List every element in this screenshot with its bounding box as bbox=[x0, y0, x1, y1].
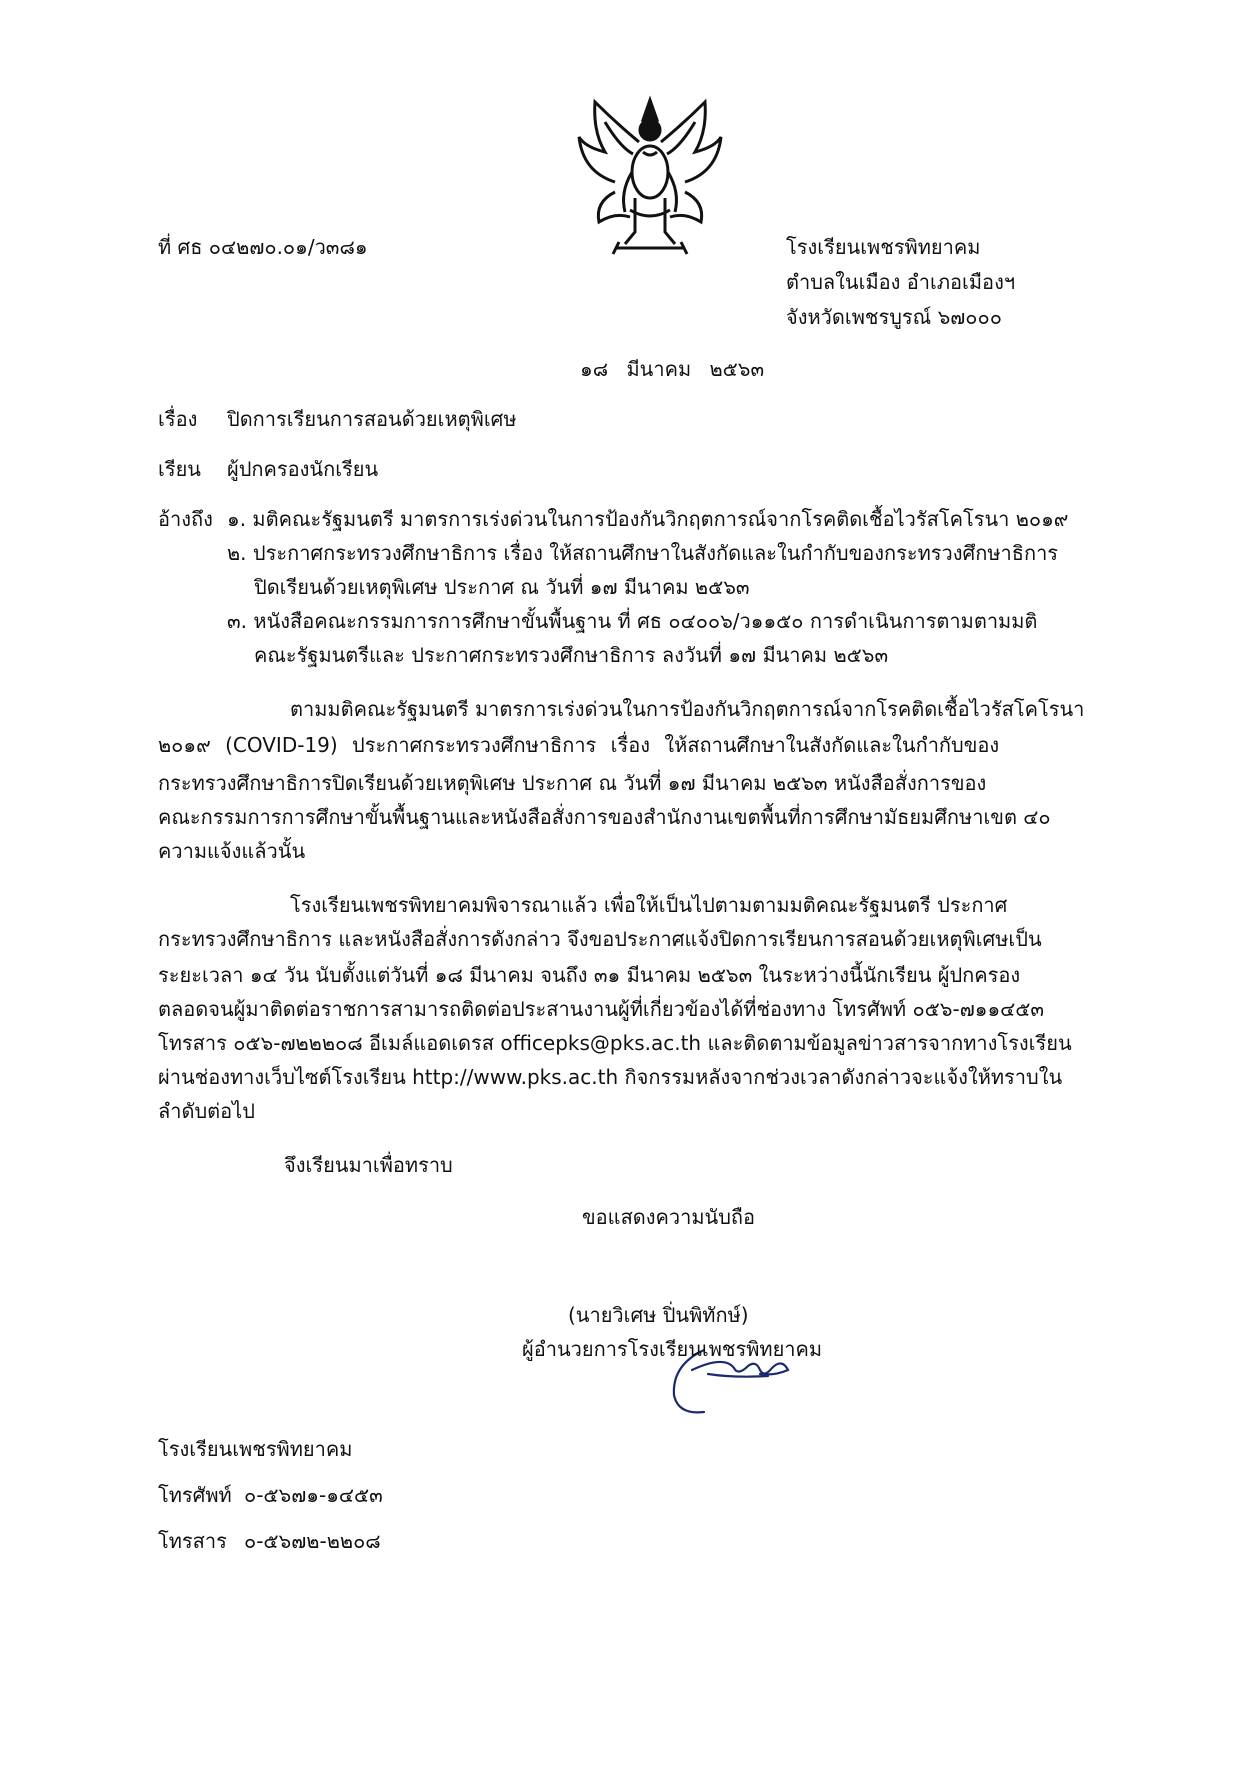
footer-fax-label: โทรสาร bbox=[158, 1529, 227, 1553]
para2-line-3: ระยะเวลา ๑๔ วัน นับตั้งแต่วันที่ ๑๘ มีนาคม จนถึง ๓๑ มีนาคม ๒๕๖๓ ในระหว่างนี้นักเรียน ผู้ปกครอง bbox=[158, 963, 1021, 987]
para2-line-5: โทรสาร ๐๕๖-๗๒๒๒๐๘ อีเมล์แอดเดรส officepks@pks.ac.th และติดตามข้อมูลข่าวสารจากทางโรงเรียน bbox=[158, 1031, 1072, 1055]
signer-name: (นายวิเศษ ปิ่นพิทักษ์) bbox=[568, 1303, 749, 1327]
para1-line-1: ตามมติคณะรัฐมนตรี มาตรการเร่งด่วนในการป้องกันวิกฤตการณ์จากโรคติดเชื้อไวรัสโคโรนา bbox=[290, 697, 1085, 721]
reference-item-1: ๑. มติคณะรัฐมนตรี มาตรการเร่งด่วนในการป้องกันวิกฤตการณ์จากโรคติดเชื้อไวรัสโคโรนา ๒๐๑๙ bbox=[227, 507, 1069, 531]
subject-label: เรื่อง bbox=[158, 407, 198, 431]
address-line-1: โรงเรียนเพชรพิทยาคม bbox=[786, 235, 981, 259]
address-line-3: จังหวัดเพชรบูรณ์ ๖๗๐๐๐ bbox=[786, 305, 1002, 329]
subject-text: ปิดการเรียนการสอนด้วยเหตุพิเศษ bbox=[227, 407, 517, 431]
para1-line-5: ความแจ้งแล้วนั้น bbox=[158, 839, 306, 863]
recipient-text: ผู้ปกครองนักเรียน bbox=[227, 457, 379, 481]
reference-number: ที่ ศธ ๐๔๒๗๐.๐๑/ว๓๘๑ bbox=[158, 235, 368, 259]
regards-text: ขอแสดงความนับถือ bbox=[582, 1205, 756, 1229]
closing-note: จึงเรียนมาเพื่อทราบ bbox=[284, 1153, 453, 1177]
reference-item-3-cont: คณะรัฐมนตรีและ ประกาศกระทรวงศึกษาธิการ ลงวันที่ ๑๗ มีนาคม ๒๕๖๓ bbox=[254, 643, 889, 667]
reference-item-3: ๓. หนังสือคณะกรรมการการศึกษาขั้นพื้นฐาน ที่ ศธ ๐๔๐๐๖/ว๑๑๕๐ การดำเนินการตามตามมติ bbox=[227, 609, 1038, 633]
para2-line-6: ผ่านช่องทางเว็บไซต์โรงเรียน http://www.pks.ac.th กิจกรรมหลังจากช่วงเวลาดังกล่าวจะแจ้งให้ทราบใน bbox=[158, 1065, 1063, 1089]
para2-line-1: โรงเรียนเพชรพิทยาคมพิจารณาแล้ว เพื่อให้เป็นไปตามตามมติคณะรัฐมนตรี ประกาศ bbox=[290, 893, 1008, 917]
references-label: อ้างถึง bbox=[158, 507, 213, 531]
para2-line-4: ตลอดจนผู้มาติดต่อราชการสามารถติดต่อประสานงานผู้ที่เกี่ยวข้องได้ที่ช่องทาง โทรศัพท์ ๐๕๖-๗๑๑๔๕๓ bbox=[158, 997, 1045, 1021]
para1-line-3: กระทรวงศึกษาธิการปิดเรียนด้วยเหตุพิเศษ ประกาศ ณ วันที่ ๑๗ มีนาคม ๒๕๖๓ หนังสือสั่งการของ bbox=[158, 771, 987, 795]
para2-line-2: กระทรวงศึกษาธิการ และหนังสือสั่งการดังกล่าว จึงขอประกาศแจ้งปิดการเรียนการสอนด้วยเหตุพิเศษเป็น bbox=[158, 927, 1042, 951]
footer-fax: ๐-๕๖๗๒-๒๒๐๘ bbox=[244, 1529, 381, 1553]
footer-phone-label: โทรศัพท์ bbox=[158, 1483, 232, 1507]
para1-line-4: คณะกรรมการการศึกษาขั้นพื้นฐานและหนังสือสั่งการของสำนักงานเขตพื้นที่การศึกษามัธยมศึกษาเขต ๔๐ bbox=[158, 805, 1051, 829]
para1-line-2: ๒๐๑๙ (COVID-19) ประกาศกระทรวงศึกษาธิการ เรื่อง ให้สถานศึกษาในสังกัดและในกำกับของ bbox=[158, 733, 1000, 757]
letter-date: ๑๘ มีนาคม ๒๕๖๓ bbox=[580, 357, 765, 381]
garuda-emblem-icon bbox=[575, 92, 725, 262]
reference-item-2-cont: ปิดเรียนด้วยเหตุพิเศษ ประกาศ ณ วันที่ ๑๗ มีนาคม ๒๕๖๓ bbox=[254, 575, 750, 599]
para2-line-7: ลำดับต่อไป bbox=[158, 1099, 255, 1123]
signer-title: ผู้อำนวยการโรงเรียนเพชรพิทยาคม bbox=[522, 1337, 823, 1361]
footer-phone: ๐-๕๖๗๑-๑๔๕๓ bbox=[244, 1483, 383, 1507]
recipient-label: เรียน bbox=[158, 457, 201, 481]
footer-org: โรงเรียนเพชรพิทยาคม bbox=[158, 1437, 353, 1461]
reference-item-2: ๒. ประกาศกระทรวงศึกษาธิการ เรื่อง ให้สถานศึกษาในสังกัดและในกำกับของกระทรวงศึกษาธิการ bbox=[227, 541, 1059, 565]
address-line-2: ตำบลในเมือง อำเภอเมืองฯ bbox=[786, 270, 1016, 294]
